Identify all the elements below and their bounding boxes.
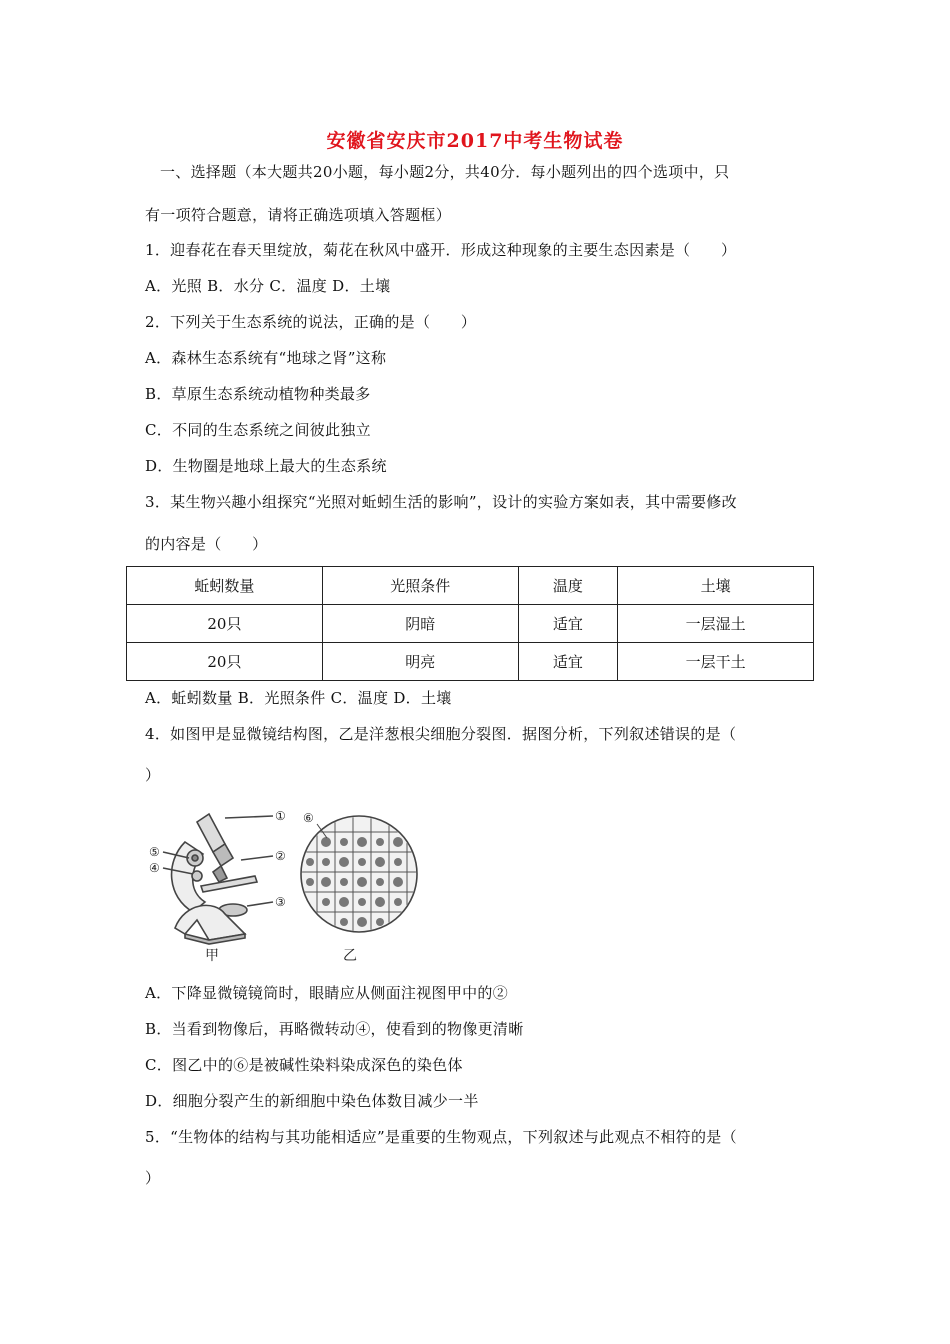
table-cell: 适宜: [518, 643, 618, 681]
table-cell: 一层干土: [618, 643, 814, 681]
q5-stem-line2: ）: [145, 1169, 161, 1187]
table-cell: 20只: [127, 605, 323, 643]
section-instructions-line1: 一、选择题（本大题共20小题，每小题2分，共40分．每小题列出的四个选项中，只: [160, 163, 730, 181]
q4-option-c: C．图乙中的⑥是被碱性染料染成深色的染色体: [145, 1056, 463, 1074]
table-header-cell: 光照条件: [322, 567, 518, 605]
marker-5: ⑤: [149, 845, 160, 859]
q5-stem-line1: 5．“生物体的结构与其功能相适应”是重要的生物观点，下列叙述与此观点不相符的是（: [145, 1128, 737, 1146]
q4-option-b: B．当看到物像后，再略微转动④，使看到的物像更清晰: [145, 1020, 524, 1038]
q2-option-a: A．森林生态系统有“地球之肾”这称: [145, 349, 387, 367]
table-row: [127, 643, 814, 681]
marker-3: ③: [275, 895, 286, 909]
marker-6: ⑥: [303, 811, 314, 825]
marker-2: ②: [275, 849, 286, 863]
table-header-cell: 温度: [518, 567, 618, 605]
q1-options: A．光照 B．水分 C．温度 D．土壤: [145, 277, 391, 295]
microscope-cell-figure: [145, 802, 425, 967]
microscope-illustration: [163, 814, 273, 944]
q3-stem-line1: 3．某生物兴趣小组探究“光照对蚯蚓生活的影响”，设计的实验方案如表，其中需要修改: [145, 493, 737, 511]
experiment-table: [126, 566, 814, 681]
table-cell: 一层湿土: [618, 605, 814, 643]
q3-stem-line2: 的内容是（ ）: [145, 535, 268, 553]
marker-1: ①: [275, 809, 286, 823]
table-header-cell: 土壤: [618, 567, 814, 605]
q1-stem: 1．迎春花在春天里绽放，菊花在秋风中盛开．形成这种现象的主要生态因素是（ ）: [145, 241, 737, 259]
q4-stem-line2: ）: [145, 766, 161, 784]
q4-option-d: D．细胞分裂产生的新细胞中染色体数目减少一半: [145, 1092, 479, 1110]
q4-stem-line1: 4．如图甲是显微镜结构图，乙是洋葱根尖细胞分裂图．据图分析，下列叙述错误的是（: [145, 725, 737, 743]
q2-stem: 2．下列关于生态系统的说法，正确的是（ ）: [145, 313, 477, 331]
table-header-row: [127, 567, 814, 605]
table-row: [127, 605, 814, 643]
section-instructions-line2: 有一项符合题意，请将正确选项填入答题框）: [145, 206, 452, 224]
table-cell: 20只: [127, 643, 323, 681]
q2-option-d: D．生物圈是地球上最大的生态系统: [145, 457, 387, 475]
table-cell: 明亮: [322, 643, 518, 681]
table-cell: 阴暗: [322, 605, 518, 643]
q2-option-b: B．草原生态系统动植物种类最多: [145, 385, 371, 403]
q4-option-a: A．下降显微镜镜筒时，眼睛应从侧面注视图甲中的②: [145, 984, 509, 1002]
table-header-cell: 蚯蚓数量: [127, 567, 323, 605]
onion-root-tip-cells: [301, 816, 417, 932]
q2-option-c: C．不同的生态系统之间彼此独立: [145, 421, 371, 439]
q3-options: A．蚯蚓数量 B．光照条件 C．温度 D．土壤: [145, 689, 452, 707]
label-jia: 甲: [205, 948, 219, 964]
marker-4: ④: [149, 861, 160, 875]
table-cell: 适宜: [518, 605, 618, 643]
label-yi: 乙: [343, 948, 357, 964]
page-title: 安徽省安庆市2017中考生物试卷: [326, 130, 624, 152]
